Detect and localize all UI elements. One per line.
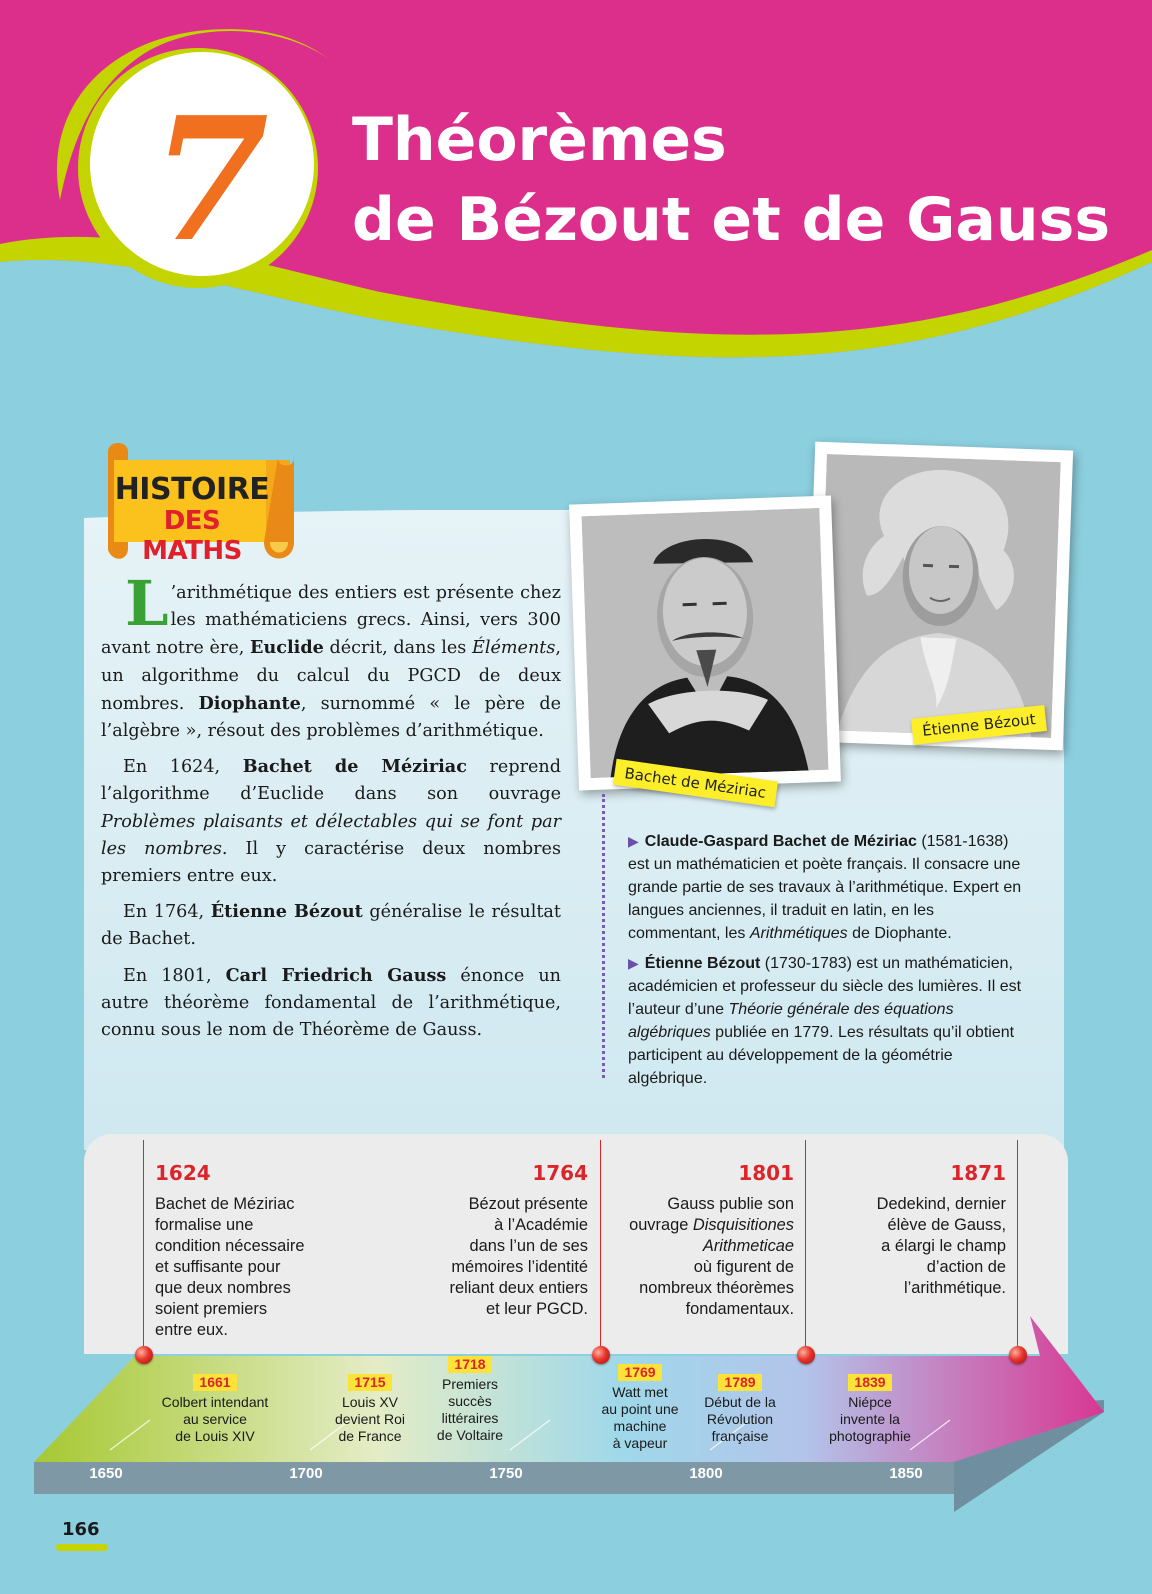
chapter-title: [352, 100, 1112, 260]
event-year: 1801: [738, 1161, 794, 1185]
hp2-s0: En 1624,: [123, 757, 243, 778]
event-dot-1871: [1009, 1346, 1027, 1364]
minor-event-1661: [140, 1374, 290, 1445]
bullet-arrow-icon: ▶: [628, 955, 639, 971]
banner-text: [112, 474, 272, 566]
axis-tick-1700: 1700: [289, 1465, 323, 1482]
page-number-underline: [56, 1544, 108, 1551]
minor-event-year: 1715: [348, 1374, 391, 1391]
minor-event-year: 1718: [448, 1356, 491, 1373]
axis-tick-1850: 1850: [889, 1465, 923, 1482]
page-number: 166: [62, 1519, 100, 1540]
hp2-s1: Bachet de Méziriac: [242, 756, 467, 778]
event-line: a élargi le champ: [881, 1237, 1006, 1255]
event-year: 1764: [532, 1161, 588, 1185]
event-line: entre eux.: [155, 1321, 228, 1339]
bezout-caption: Étienne Bézout: [911, 705, 1047, 745]
minor-event-1789: [680, 1374, 800, 1445]
history-paragraph-1: [101, 567, 561, 745]
minor-event-line: française: [711, 1428, 769, 1444]
axis-tick-1750: 1750: [489, 1465, 523, 1482]
banner-line2: DES MATHS: [142, 506, 242, 566]
event-line: élève de Gauss,: [887, 1216, 1006, 1234]
minor-event-year: 1839: [848, 1374, 891, 1391]
event-line: fondamentaux.: [685, 1300, 794, 1318]
minor-event-line: de France: [338, 1428, 402, 1444]
event-line: reliant deux entiers: [449, 1279, 588, 1297]
event-line: que deux nombres: [155, 1279, 291, 1297]
drop-cap: L: [125, 567, 169, 640]
minor-event-line: Début de la: [704, 1394, 776, 1410]
event-line: l’arithmétique.: [903, 1279, 1006, 1297]
bachet-portrait: [582, 508, 829, 778]
minor-event-year: 1769: [618, 1364, 661, 1381]
bio1-s1: (1581-1638) est un mathématicien et poète français. Il consacre une grande partie de ses travaux à l’arithmétique. Expert en langues anciennes, il traduit en latin, en les commentant, les: [628, 833, 1022, 942]
minor-event-line: Niépce: [848, 1394, 892, 1410]
minor-event-1839: [800, 1374, 940, 1445]
hp1-s3: Éléments: [471, 638, 556, 659]
event-line: dans l’un de ses: [469, 1237, 588, 1255]
event-line: où figurent de: [693, 1258, 794, 1276]
minor-event-1715: [310, 1374, 430, 1445]
chapter-number: 7: [150, 80, 270, 280]
bezout-photo-frame: [805, 442, 1073, 751]
minor-event-year: 1661: [193, 1374, 236, 1391]
minor-event-line: Premiers: [441, 1376, 498, 1392]
event-line: d’action de: [926, 1258, 1006, 1276]
event-1801: [590, 1160, 794, 1320]
hp3-s0: En 1764,: [123, 902, 211, 923]
event-line: [590, 1215, 794, 1236]
minor-event-line: photographie: [829, 1428, 911, 1444]
event-line: formalise une: [155, 1216, 254, 1234]
event-line: [590, 1236, 794, 1257]
event-dot-1764: [592, 1346, 610, 1364]
history-paragraph-3: [101, 898, 561, 953]
hp2-s3: Problèmes plaisants et délectables qui se font par les nombres: [101, 811, 561, 859]
bio1-s3: de Diophante.: [847, 925, 952, 942]
minor-event-line: invente la: [840, 1411, 900, 1427]
event-line: mémoires l’identité: [451, 1258, 588, 1276]
bio2-s2: Théorie générale des équations algébriques: [628, 1001, 954, 1041]
minor-event-line: de Louis XIV: [175, 1428, 255, 1444]
hp3-s1: Étienne Bézout: [210, 901, 363, 923]
minor-event-year: 1789: [718, 1374, 761, 1391]
event-line: Dedekind, dernier: [876, 1195, 1006, 1213]
hp4-s2: énonce un autre théorème fondamental de l’arithmétique, connu sous le nom de Théorème de Gauss.: [101, 965, 561, 1041]
axis-tick-1650: 1650: [89, 1465, 123, 1482]
chapter-title-line1: Théorèmes: [352, 105, 727, 175]
bullet-arrow-icon: ▶: [628, 833, 639, 849]
hp4-s0: En 1801,: [123, 965, 226, 986]
event-line: Gauss publie son: [667, 1195, 794, 1213]
minor-event-1718: [420, 1356, 520, 1444]
hp1-s4: , un algorithme du calcul du PGCD de deux nombres.: [101, 638, 561, 714]
event-dot-1801: [797, 1346, 815, 1364]
bio-bachet: [628, 830, 1028, 945]
minor-event-line: à vapeur: [612, 1435, 668, 1451]
minor-event-line: de Voltaire: [436, 1427, 504, 1443]
bachet-caption: Bachet de Méziriac: [613, 759, 778, 807]
histoire-des-maths-banner: [94, 438, 302, 578]
dotted-divider: [602, 794, 605, 1078]
hp3-s2: généralise le résultat de Bachet.: [101, 902, 561, 950]
minor-event-line: Watt met: [612, 1384, 668, 1400]
minor-event-line: Révolution: [706, 1411, 774, 1427]
bio2-s3: publiée en 1779. Les résultats qu’il obtient participent au développement de la géométrie algébrique.: [628, 1024, 1015, 1087]
hp4-s1: Carl Friedrich Gauss: [225, 964, 447, 986]
minor-event-line: au service: [183, 1411, 247, 1427]
history-text: [101, 567, 561, 1052]
hp2-s2: reprend l’algorithme d’Euclide dans son ouvrage: [101, 757, 561, 805]
event-line: soient premiers: [155, 1300, 268, 1318]
event-year: 1871: [950, 1161, 1006, 1185]
minor-event-line: Colbert intendant: [161, 1394, 269, 1410]
bio2-s1: (1730-1783) est un mathématicien, académicien et professeur du siècle des lumières. Il est l’auteur d’une: [628, 955, 1022, 1018]
event-line: à l’Académie: [494, 1216, 588, 1234]
banner-line1: HISTOIRE: [114, 472, 270, 507]
event-dot-1624: [135, 1346, 153, 1364]
event-italic-title: Disquisitiones: [692, 1216, 794, 1234]
history-paragraph-4: [101, 962, 561, 1045]
bio-bezout: [628, 952, 1028, 1090]
bio1-s0: Claude-Gaspard Bachet de Méziriac: [644, 833, 917, 850]
hp1-s6: , surnommé « le père de l’algèbre », résout des problèmes d’arithmétique.: [101, 693, 561, 742]
bio2-s0: Étienne Bézout: [644, 955, 761, 972]
minor-event-line: au point une: [601, 1401, 679, 1417]
chapter-title-line2: de Bézout et de Gauss: [352, 185, 1111, 255]
minor-event-line: succès: [448, 1393, 492, 1409]
hp2-s4: . Il y caractérise deux nombres premiers entre eux.: [101, 838, 561, 887]
hp1-s1: Euclide: [250, 637, 324, 659]
minor-event-line: machine: [613, 1418, 667, 1434]
hp1-s2: décrit, dans les: [323, 638, 472, 659]
bachet-photo-frame: [569, 496, 841, 791]
bezout-portrait: [817, 454, 1060, 738]
event-line: nombreux théorèmes: [639, 1279, 794, 1297]
event-line: et suffisante pour: [155, 1258, 281, 1276]
bio1-s2: Arithmétiques: [749, 925, 848, 942]
minor-event-line: devient Roi: [334, 1411, 406, 1427]
minor-event-line: littéraires: [441, 1410, 499, 1426]
event-year: 1624: [155, 1161, 211, 1185]
minor-event-1769: [590, 1364, 690, 1452]
event-line-text: ouvrage: [629, 1216, 693, 1234]
event-line: condition nécessaire: [155, 1237, 305, 1255]
axis-tick-1800: 1800: [689, 1465, 723, 1482]
event-1764: [380, 1160, 588, 1320]
event-italic-title: Arithmeticae: [702, 1237, 794, 1255]
minor-event-line: Louis XV: [341, 1394, 399, 1410]
event-line: Bézout présente: [468, 1195, 588, 1213]
hp1-s5: Diophante: [198, 692, 301, 714]
event-1871: [810, 1160, 1006, 1299]
event-line: Bachet de Méziriac: [155, 1195, 295, 1213]
history-paragraph-2: [101, 753, 561, 890]
hp1-s0: ’arithmétique des entiers est présente chez les mathématiciens grecs. Ainsi, vers 300 avant notre ère,: [101, 583, 561, 659]
event-line: et leur PGCD.: [485, 1300, 588, 1318]
